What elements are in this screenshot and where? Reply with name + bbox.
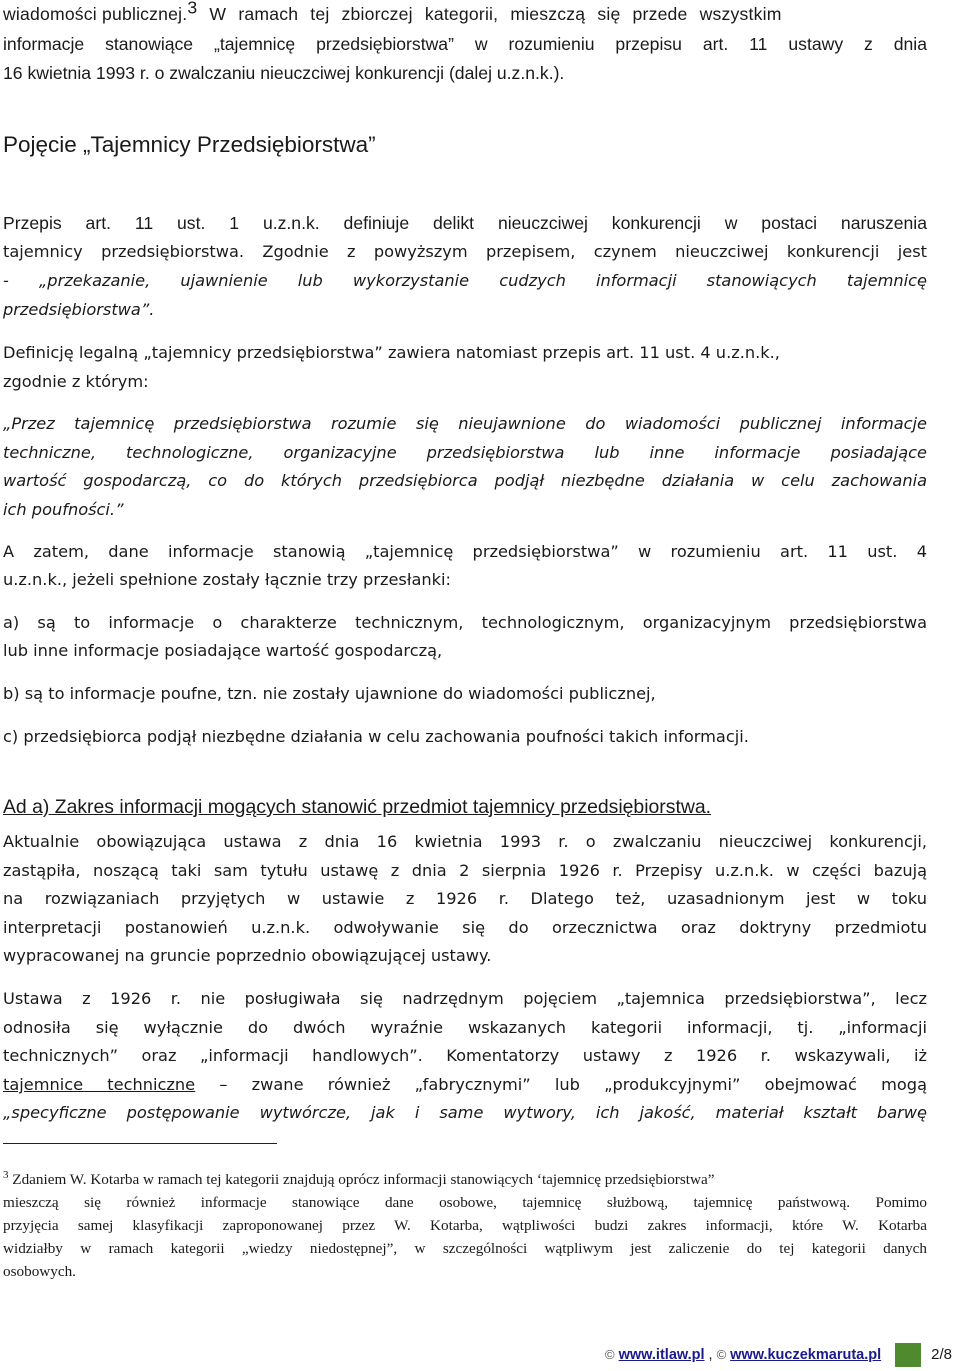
footnote-line-1-text: Zdaniem W. Kotarba w ramach tej kategorii znajdują oprócz informacji stanowiących ‘tajemnicę przedsiębiorstwa” xyxy=(8,1171,715,1188)
quote-line-3: wartość gospodarczą, co do których przedsiębiorca podjął niezbędne działania w celu zachowania xyxy=(3,471,927,490)
legal-definition-line-1: Definicję legalną „tajemnicy przedsiębiorstwa” zawiera natomiast przepis art. 11 ust. 4 u.z.n.k., xyxy=(3,343,780,362)
link-itlaw[interactable]: www.itlaw.pl xyxy=(618,1347,705,1363)
legal-definition-line-2: zgodnie z którym: xyxy=(3,372,149,391)
footnote-line-1 xyxy=(3,1170,927,1190)
intro-text-start: wiadomości publicznej. xyxy=(3,4,188,24)
intro-line-3: 16 kwietnia 1993 r. o zwalczaniu nieuczciwej konkurencji (dalej u.z.n.k.). xyxy=(3,63,565,83)
act-1926-line-1: Ustawa z 1926 r. nie posługiwała się nadrzędnym pojęciem „tajemnica przedsiębiorstwa”, lecz xyxy=(3,989,927,1008)
green-square-icon xyxy=(895,1343,921,1367)
footnote-line-5: osobowych. xyxy=(3,1263,76,1280)
thus-line-1: A zatem, dane informacje stanowią „tajemnicę przedsiębiorstwa” w rozumieniu art. 11 ust. 4 xyxy=(3,542,927,561)
link-kuczekmaruta[interactable]: www.kuczekmaruta.pl xyxy=(730,1347,882,1363)
condition-a-line-2: lub inne informacje posiadające wartość gospodarczą, xyxy=(3,641,443,660)
footnote-line-4: widziałby w ramach kategorii „wiedzy niedostępnej”, w szczególności wątpliwym jest zaliczenie do tej kategorii danych xyxy=(3,1240,927,1257)
definition-line-2: tajemnicy przedsiębiorstwa. Zgodnie z powyższym przepisem, czynem nieuczciwej konkurencji jest xyxy=(3,242,927,261)
current-law-line-4: interpretacji postanowień u.z.n.k. odwoływanie się do orzecznictwa oraz doktryny przedmiotu xyxy=(3,918,927,937)
definition-line-3: - „przekazanie, ujawnienie lub wykorzystanie cudzych informacji stanowiących tajemnicę xyxy=(3,271,927,290)
current-law-line-2: zastąpiła, noszącą taki sam tytułu ustawę z dnia 2 sierpnia 1926 r. Przepisy u.z.n.k. w części bazują xyxy=(3,861,927,880)
act-1926-line-4-rest: – zwane również „fabrycznymi” lub „produkcyjnymi” obejmować mogą xyxy=(195,1075,928,1094)
footnote-line-2: mieszczą się również informacje stanowiące dane osobowe, tajemnicę służbową, tajemnicę państwową. Pomimo xyxy=(3,1194,927,1211)
condition-b: b) są to informacje poufne, tzn. nie zostały ujawnione do wiadomości publicznej, xyxy=(3,684,656,703)
thus-line-2: u.z.n.k., jeżeli spełnione zostały łącznie trzy przesłanki: xyxy=(3,570,451,589)
quote-line-1: „Przez tajemnicę przedsiębiorstwa rozumie się nieujawnione do wiadomości publicznej informacje xyxy=(3,414,927,433)
current-law-line-1: Aktualnie obowiązująca ustawa z dnia 16 kwietnia 1993 r. o zwalczaniu nieuczciwej konkurencji, xyxy=(3,832,927,851)
section-heading-definition: Pojęcie „Tajemnicy Przedsiębiorstwa” xyxy=(3,132,376,157)
condition-c: c) przedsiębiorca podjął niezbędne działania w celu zachowania poufności takich informacji. xyxy=(3,727,749,746)
section-heading-scope: Ad a) Zakres informacji mogących stanowić przedmiot tajemnicy przedsiębiorstwa. xyxy=(3,796,712,818)
intro-line-2: informacje stanowiące „tajemnicę przedsiębiorstwa” w rozumieniu przepisu art. 11 ustawy z dnia xyxy=(3,34,927,54)
underlined-term: tajemnice techniczne xyxy=(3,1075,196,1094)
footnote-line-3: przyjęcia samej klasyfikacji zaproponowanej przez W. Kotarba, wątpliwości budzi zakres informacji, które W. Kotarba xyxy=(3,1217,927,1234)
intro-text-rest: W ramach tej zbiorczej kategorii, mieszczą się przede wszystkim xyxy=(197,4,782,24)
page-number: 2/8 xyxy=(931,1346,952,1363)
copyright-icon: © xyxy=(605,1347,615,1362)
definition-line-1: Przepis art. 11 ust. 1 u.z.n.k. definiuje delikt nieuczciwej konkurencji w postaci naruszenia xyxy=(3,213,927,233)
act-1926-line-5: „specyficzne postępowanie wytwórcze, jak i same wytwory, ich jakość, materiał kształt barwę xyxy=(3,1103,927,1122)
intro-line-1 xyxy=(3,0,927,26)
condition-a-line-1: a) są to informacje o charakterze technicznym, technologicznym, organizacyjnym przedsiębiorstwa xyxy=(3,613,927,632)
definition-line-4: przedsiębiorstwa”. xyxy=(3,300,155,319)
act-1926-line-4 xyxy=(3,1074,927,1096)
page-footer xyxy=(605,1343,952,1367)
act-1926-line-3: technicznych” oraz „informacji handlowych”. Komentatorzy ustawy z 1926 r. wskazywali, iż xyxy=(3,1046,927,1065)
act-1926-line-2: odnosiła się wyłącznie do dwóch wyraźnie wskazanych kategorii informacji, tj. „informacji xyxy=(3,1018,927,1037)
footnote-number: 3 xyxy=(3,1168,9,1181)
footnote-separator xyxy=(3,1143,277,1144)
copyright-icon-2: © xyxy=(716,1347,727,1362)
current-law-line-3: na rozwiązaniach przyjętych w ustawie z 1926 r. Dlatego też, uzasadnionym jest w toku xyxy=(3,889,927,908)
current-law-line-5: wypracowanej na gruncie poprzednio obowiązującej ustawy. xyxy=(3,946,492,965)
quote-line-2: techniczne, technologiczne, organizacyjne przedsiębiorstwa lub inne informacje posiadające xyxy=(3,443,927,462)
footer-separator: , xyxy=(708,1347,713,1363)
quote-line-4: ich poufności.” xyxy=(3,500,124,519)
footnote-ref-3[interactable]: 3 xyxy=(187,0,198,18)
